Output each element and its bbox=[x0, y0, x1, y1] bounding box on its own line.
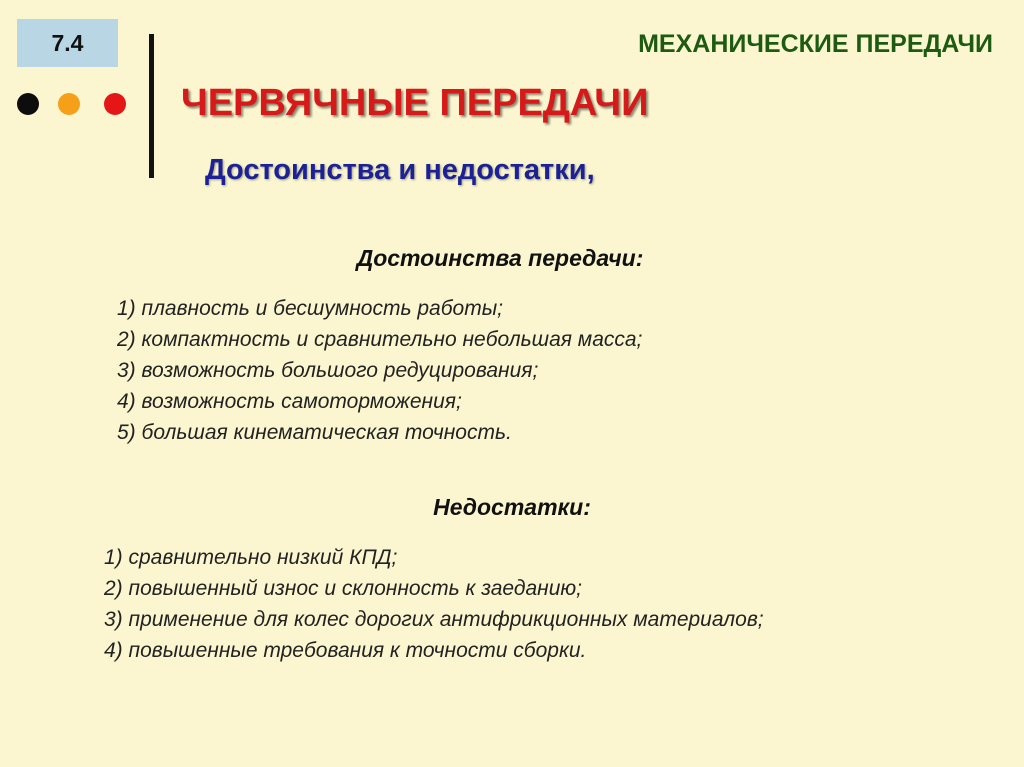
page-subtitle: Достоинства и недостатки, bbox=[205, 154, 595, 186]
advantage-item: 5) большая кинематическая точность. bbox=[117, 421, 512, 444]
advantage-item: 3) возможность большого редуцирования; bbox=[117, 359, 539, 382]
disadvantage-item: 2) повышенный износ и склонность к заеданию; bbox=[104, 577, 583, 600]
advantages-list bbox=[117, 293, 642, 448]
section-title: МЕХАНИЧЕСКИЕ ПЕРЕДАЧИ bbox=[638, 30, 993, 58]
slide-number-badge: 7.4 bbox=[17, 19, 118, 67]
disadvantage-item: 1) сравнительно низкий КПД; bbox=[104, 546, 398, 569]
advantage-item: 2) компактность и сравнительно небольшая масса; bbox=[117, 328, 643, 351]
vertical-divider bbox=[149, 34, 154, 178]
advantage-item: 1) плавность и бесшумность работы; bbox=[117, 297, 503, 320]
disadvantage-item: 4) повышенные требования к точности сборки. bbox=[104, 639, 587, 662]
red-dot-icon bbox=[104, 93, 126, 115]
disadvantages-list bbox=[104, 542, 764, 666]
advantage-item: 4) возможность самоторможения; bbox=[117, 390, 462, 413]
disadvantages-heading: Недостатки: bbox=[433, 494, 591, 520]
black-dot-icon bbox=[17, 93, 39, 115]
page-title: ЧЕРВЯЧНЫЕ ПЕРЕДАЧИ bbox=[181, 82, 649, 124]
disadvantage-item: 3) применение для колес дорогих антифрикционных материалов; bbox=[104, 608, 764, 631]
advantages-heading: Достоинства передачи: bbox=[356, 245, 644, 271]
orange-dot-icon bbox=[58, 93, 80, 115]
